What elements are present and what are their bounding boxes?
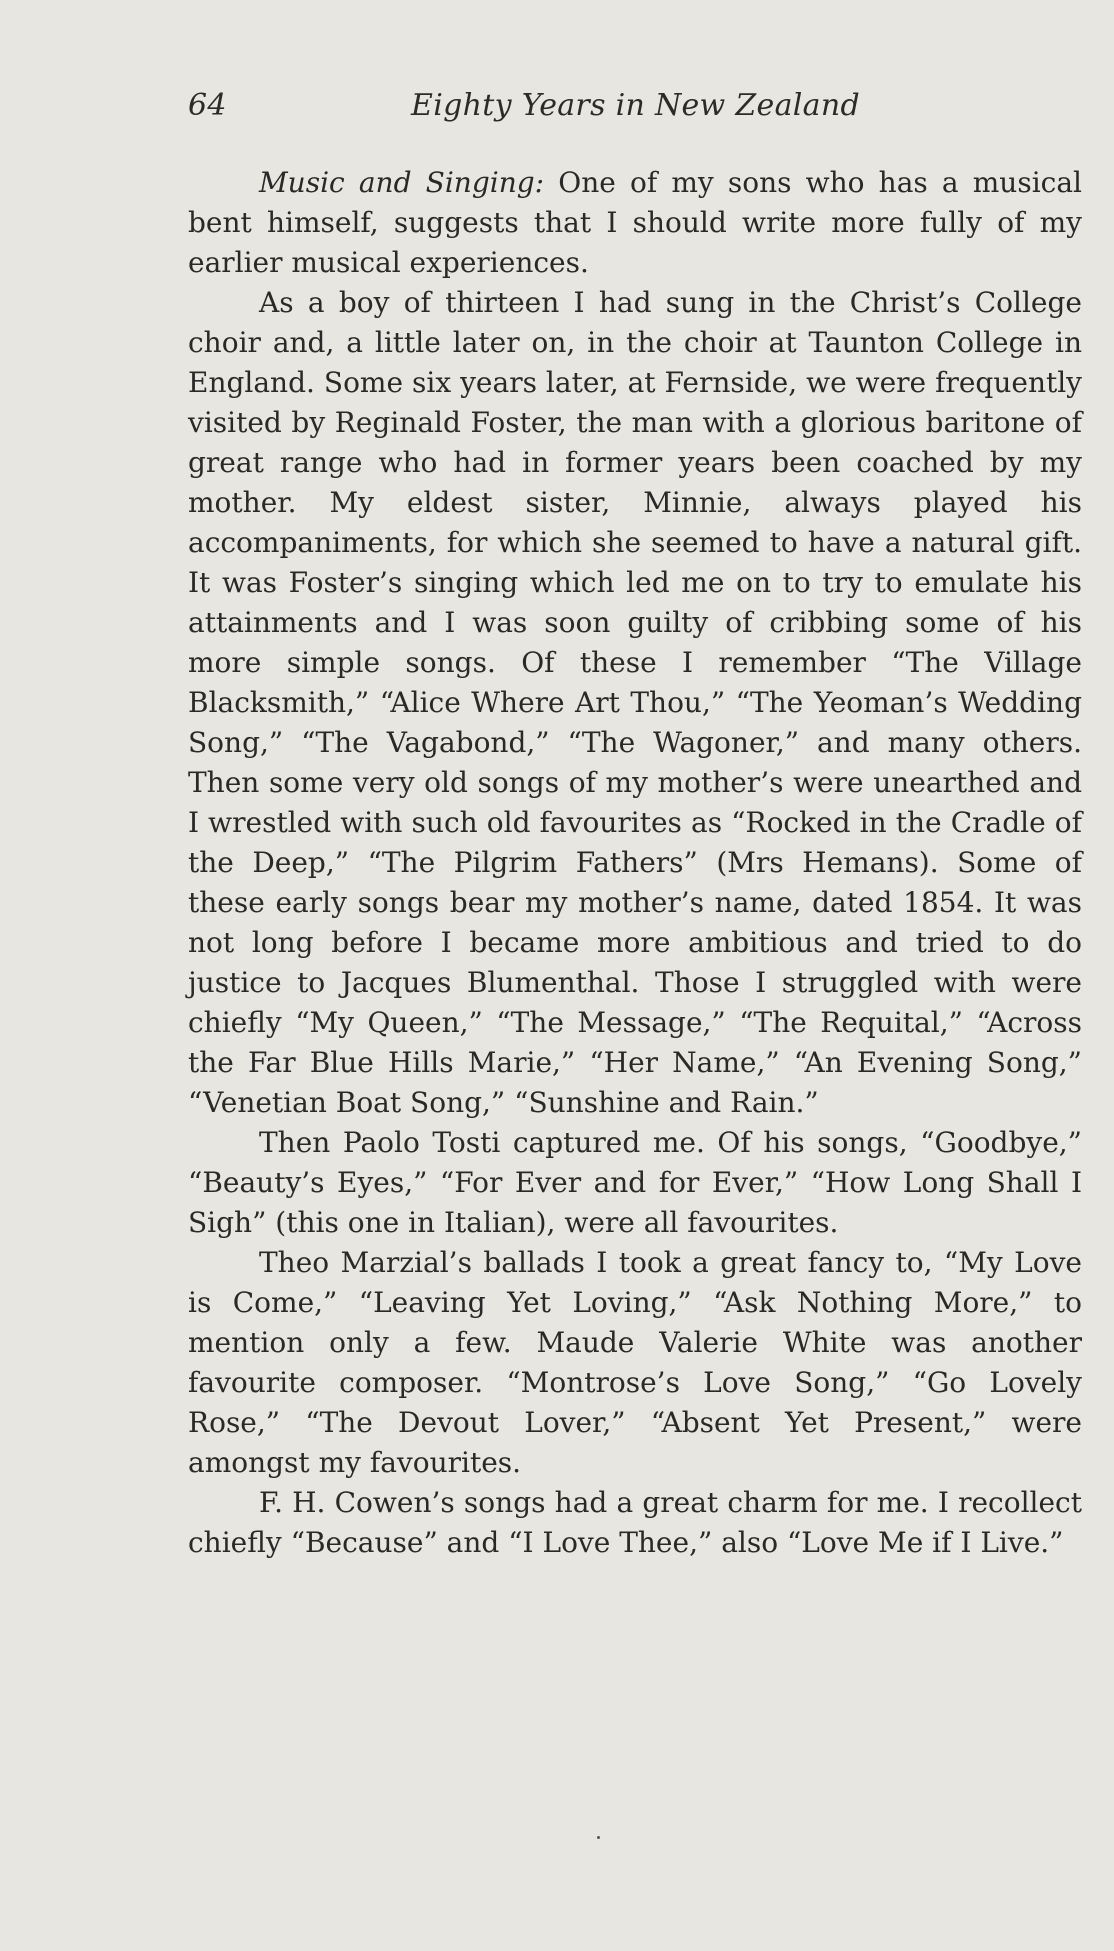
paragraph-boyhood-choir: As a boy of thirteen I had sung in the Christ’s College choir and, a little later on, in the choir at Taunton College in England. Some six years later, at Fernside, we were frequently visited by Reginald Foster, the man with a glorious baritone of great range who had in former years been coached by my mother. My eldest sister, Minnie, always played his accompaniments, for which she seemed to have a natural gift. It was Foster’s singing which led me on to try to emulate his attainments and I was soon guilty of cribbing some of his more simple songs. Of these I remember “The Village Blacksmith,” “Alice Where Art Thou,” “The Yeoman’s Wedding Song,” “The Vagabond,” “The Wagoner,” and many others. Then some very old songs of my mother’s were unearthed and I wrestled with such old favourites as “Rocked in the Cradle of the Deep,” “The Pilgrim Fathers” (Mrs Hemans). Some of these early songs bear my mother’s name, dated 1854. It was not long before I became more ambitious and tried to do justice to Jacques Blumenthal. Those I struggled with were chiefly “My Queen,” “The Message,” “The Requital,” “Across the Far Blue Hills Marie,” “Her Name,” “An Evening Song,” “Venetian Boat Song,” “Sunshine and Rain.” <box>188 286 1082 1119</box>
paragraph-tosti: Then Paolo Tosti captured me. Of his songs, “Goodbye,” “Beauty’s Eyes,” “For Ever and for Ever,” “How Long Shall I Sigh” (this one in Italian), were all favourites. <box>188 1126 1082 1239</box>
paragraph-marzial: Theo Marzial’s ballads I took a great fancy to, “My Love is Come,” “Leaving Yet Loving,” “Ask Nothing More,” to mention only a few. Maude Valerie White was another favourite composer. “Montrose’s Love Song,” “Go Lovely Rose,” “The Devout Lover,” “Absent Yet Present,” were amongst my favourites. <box>188 1246 1082 1479</box>
section-lead-in: Music and Singing: <box>259 166 545 199</box>
paragraph-music-and-singing <box>188 163 1082 283</box>
paragraph-cowen: F. H. Cowen’s songs had a great charm for me. I recollect chiefly “Because” and “I Love Thee,” also “Love Me if I Live.” <box>188 1486 1082 1559</box>
paragraph-text: One of my sons who has a musical bent himself, suggests that I should write more fully of my earlier musical experiences. <box>188 166 1082 279</box>
running-head <box>188 88 1083 132</box>
body-text <box>188 163 1082 1563</box>
running-title: Eighty Years in New Zealand <box>411 88 860 123</box>
page-number: 64 <box>188 88 227 123</box>
paper-speck <box>597 1836 600 1839</box>
